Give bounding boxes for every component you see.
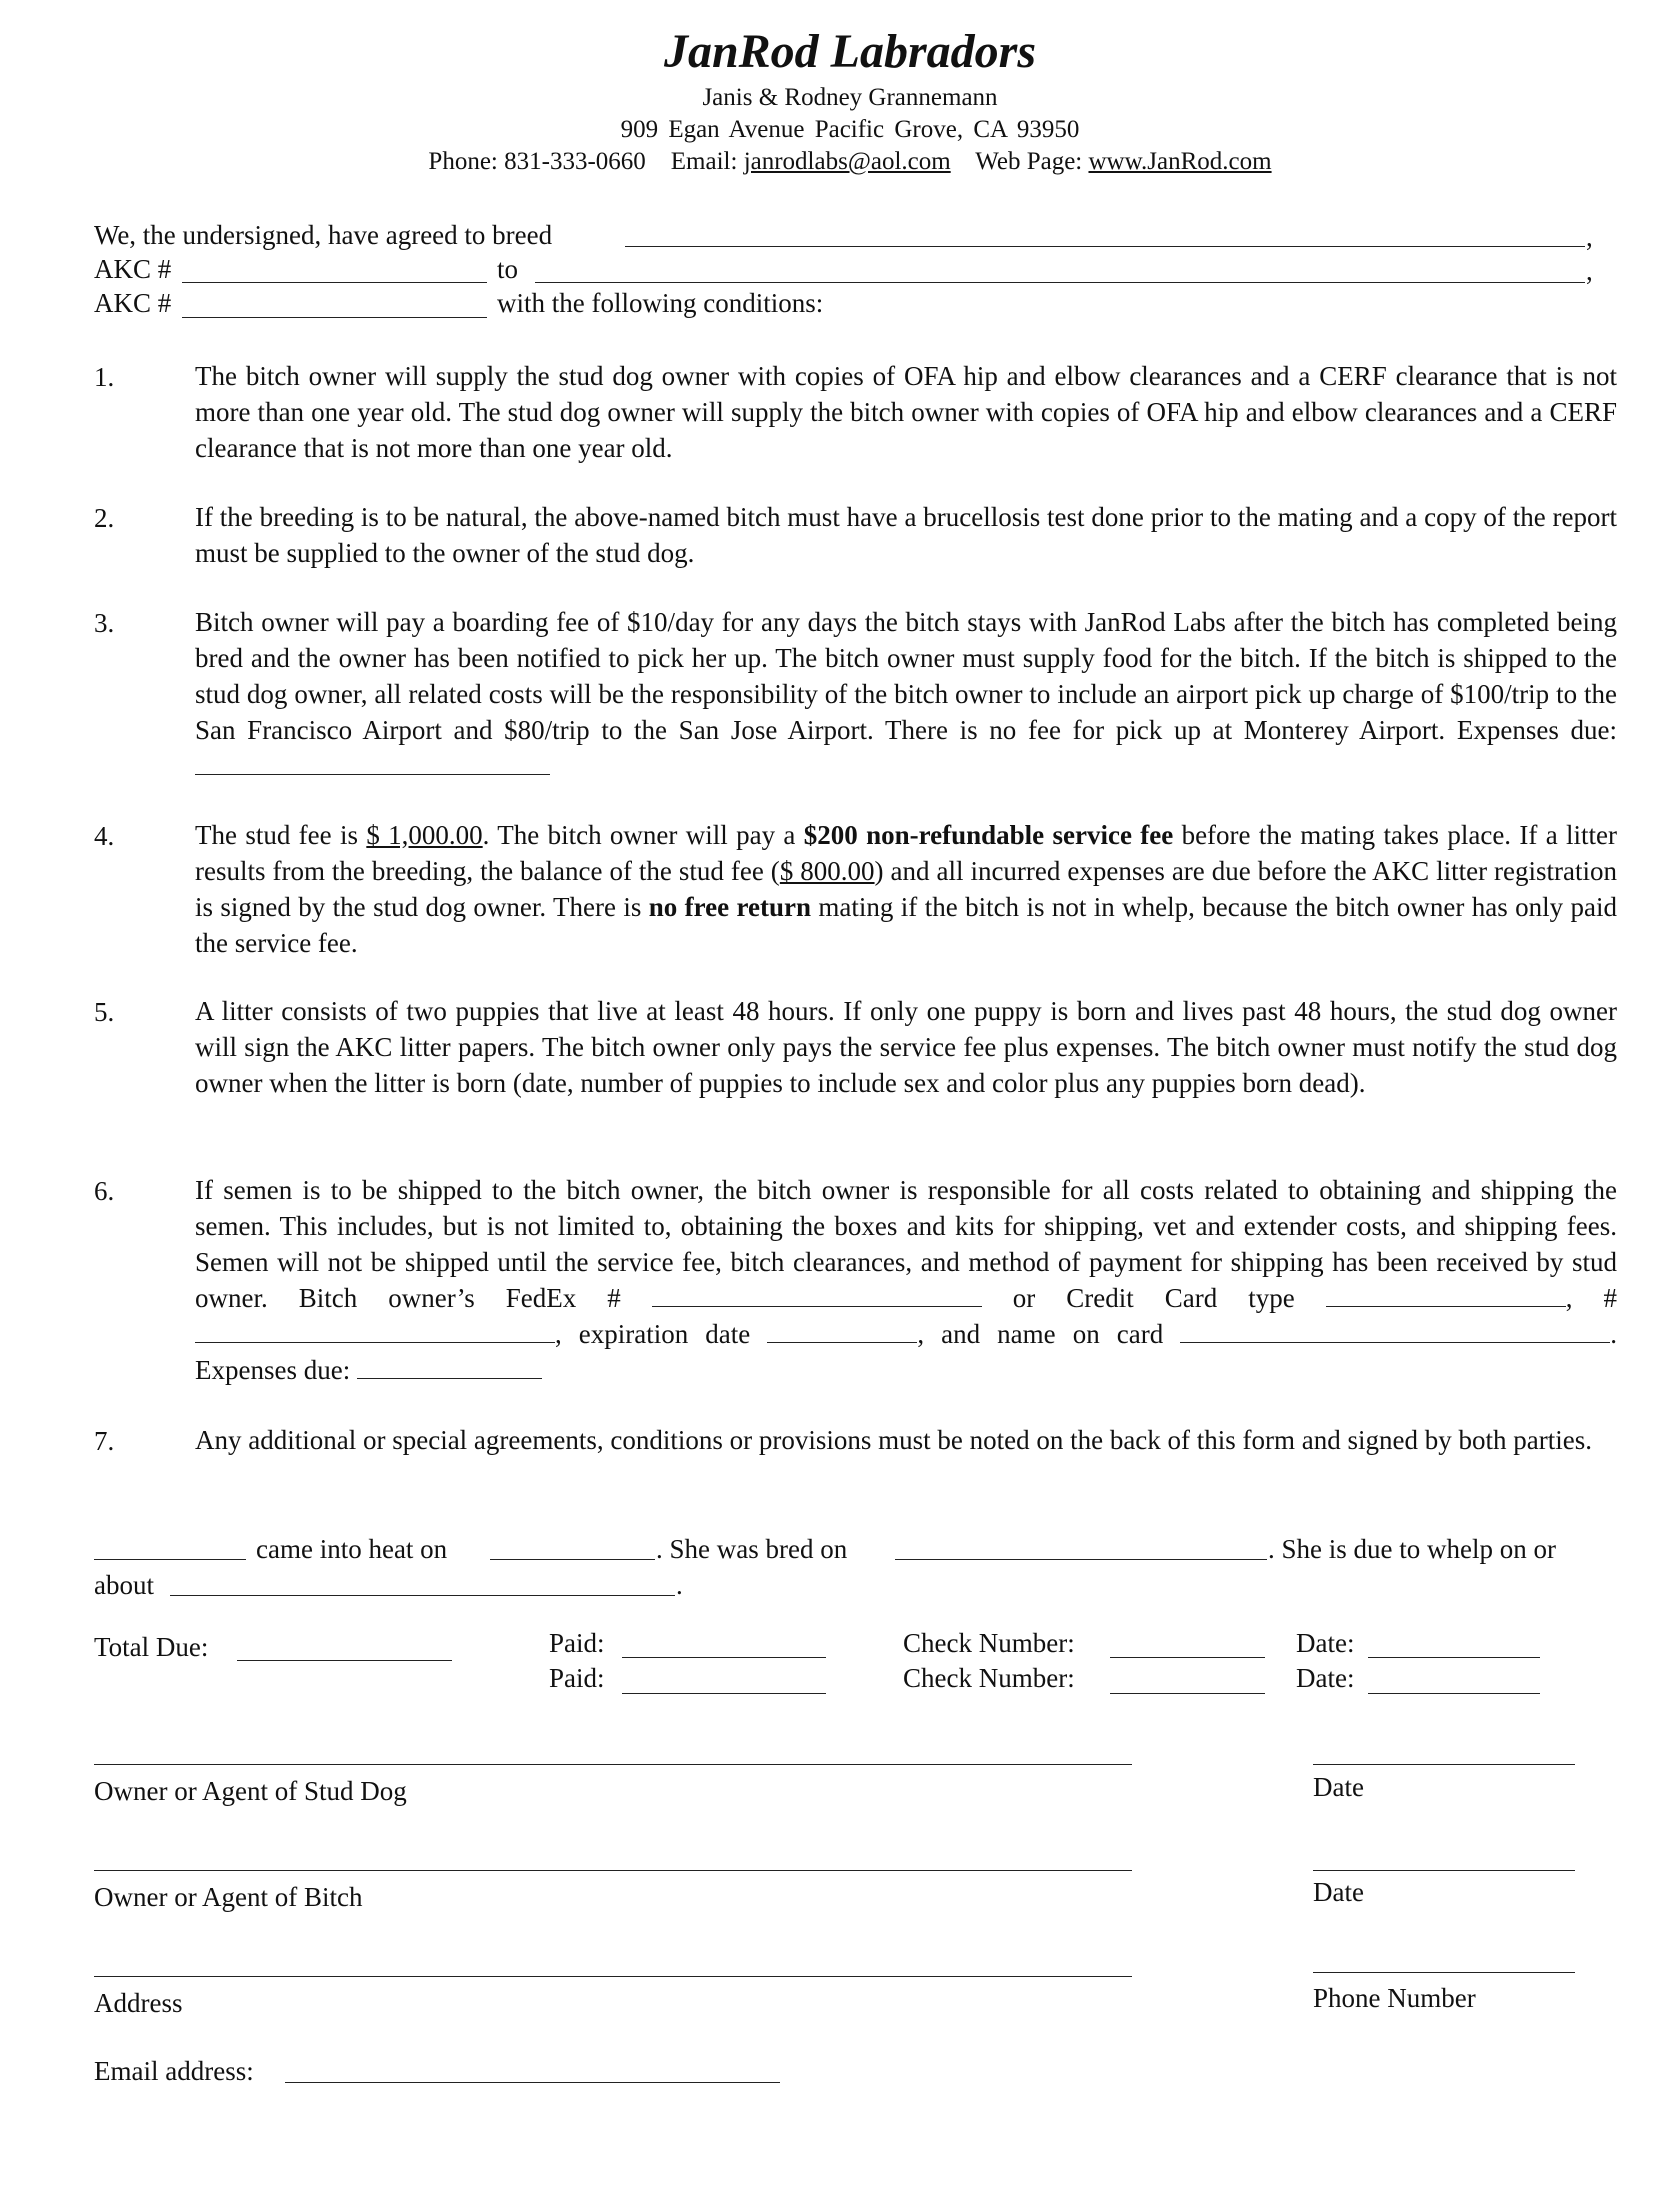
bitch-name-field[interactable]	[94, 1559, 246, 1560]
phone-text: Phone: 831-333-0660	[428, 148, 646, 175]
date-field-1[interactable]	[1368, 1657, 1540, 1658]
total-due-field[interactable]	[237, 1660, 452, 1661]
bred-label: . She was bred on	[656, 1534, 848, 1564]
heat-date-field[interactable]	[490, 1559, 655, 1560]
akc-label-1: AKC #	[94, 254, 172, 284]
clause-7-text: Any additional or special agreements, conditions or provisions must be noted on the back of this form and signed by both parties.	[195, 1425, 1592, 1455]
expenses-due-label: . Expenses due:	[195, 1319, 1618, 1385]
breed-dog-field[interactable]	[625, 246, 1585, 247]
comma-2: ,	[1586, 256, 1593, 286]
about-label: about	[94, 1570, 154, 1600]
stud-date-label: Date	[1313, 1772, 1364, 1802]
or-text: or	[1012, 1283, 1036, 1313]
check-number-field-2[interactable]	[1110, 1693, 1265, 1694]
email-address-field[interactable]	[285, 2082, 780, 2083]
bitch-owner-label: Owner or Agent of Bitch	[94, 1882, 363, 1912]
clause-4-text	[195, 817, 1617, 961]
akc-label-2: AKC #	[94, 288, 172, 318]
stud-owner-label: Owner or Agent of Stud Dog	[94, 1776, 407, 1806]
clause-3-number: 3.	[94, 608, 115, 638]
clause-4-part-b: . The bitch owner will pay a	[482, 820, 796, 850]
clause-4-part-c: before the mating takes place. If a litter results from the breeding, the balance of the stud fee (	[195, 820, 1618, 886]
period: .	[676, 1570, 683, 1600]
email-address-label: Email address:	[94, 2056, 254, 2086]
credit-card-type-label: Credit Card type	[1066, 1283, 1295, 1313]
clause-4-part-e: mating if the bitch is not in whelp, because the bitch owner has only paid the service fee.	[195, 892, 1618, 958]
email-label: Email:	[670, 148, 738, 175]
date-label-1: Date:	[1296, 1628, 1355, 1658]
name-on-card-field[interactable]	[1180, 1320, 1610, 1343]
expenses-due-field-2[interactable]	[357, 1356, 542, 1379]
heat-label: came into heat on	[256, 1534, 448, 1564]
card-number-field[interactable]	[195, 1320, 555, 1343]
clause-4-part-a: The stud fee is	[195, 820, 358, 850]
paid-label-1: Paid:	[549, 1628, 605, 1658]
credit-card-type-field[interactable]	[1326, 1284, 1566, 1307]
address-label: Address	[94, 1988, 183, 2018]
paid-field-1[interactable]	[622, 1657, 826, 1658]
total-due-label: Total Due:	[94, 1632, 209, 1662]
whelp-label: . She is due to whelp on or	[1268, 1534, 1556, 1564]
clause-6-number: 6.	[94, 1176, 115, 1206]
conditions-text: with the following conditions:	[497, 288, 824, 318]
clause-1-text: The bitch owner will supply the stud dog owner with copies of OFA hip and elbow clearances and a CERF clearance that is not more than one year old. The stud dog owner will supply the bitch owner with copies of OFA hip and elbow clearances and a CERF clearance that is not more than one year old.	[195, 361, 1617, 463]
akc-number-field-2[interactable]	[182, 317, 487, 318]
date-field-2[interactable]	[1368, 1693, 1540, 1694]
clause-5-number: 5.	[94, 997, 115, 1027]
akc-number-field-1[interactable]	[182, 282, 487, 283]
clause-7-number: 7.	[94, 1426, 115, 1456]
to-label: to	[497, 254, 519, 284]
clause-1-number: 1.	[94, 362, 115, 392]
clause-4-number: 4.	[94, 821, 115, 851]
contact-line	[0, 148, 1680, 177]
clause-6-part-a: If semen is to be shipped to the bitch owner, the bitch owner is responsible for all costs related to obtaining and shipping the semen. This includes, but is not limited to, obtaining the boxes and kits for shipping, vet and extender costs, and shipping fees. Semen will not be shipped until the service fee, bitch clearances, and method of payment for shipping has been received by stud owner. Bitch owner’s FedEx #	[195, 1175, 1617, 1313]
balance-value: $ 800.00	[779, 856, 875, 886]
phone-label: Phone Number	[1313, 1983, 1476, 2013]
clause-2-number: 2.	[94, 503, 115, 533]
website-link[interactable]: www.JanRod.com	[1088, 148, 1272, 175]
stud-date-line[interactable]	[1313, 1764, 1575, 1765]
document-title: JanRod Labradors	[663, 25, 1037, 78]
stud-fee-value: $ 1,000.00	[366, 820, 483, 850]
clause-5-text: A litter consists of two puppies that live at least 48 hours. If only one puppy is born and lives past 48 hours, the stud dog owner will sign the AKC litter papers. The bitch owner only pays the service fee plus expenses. The bitch owner must notify the stud dog owner when the litter is born (date, number of puppies to include sex and color plus any puppies born dead).	[195, 996, 1617, 1098]
web-label: Web Page:	[975, 148, 1083, 175]
to-dog-field[interactable]	[535, 282, 1585, 283]
service-fee-bold: $200 non-refundable service fee	[803, 820, 1174, 850]
owner-names: Janis & Rodney Grannemann	[702, 84, 998, 111]
paid-field-2[interactable]	[622, 1693, 826, 1694]
intro-line-1: We, the undersigned, have agreed to breed	[94, 220, 553, 250]
expiration-field[interactable]	[767, 1320, 917, 1343]
paid-label-2: Paid:	[549, 1663, 605, 1693]
bitch-date-line[interactable]	[1313, 1870, 1575, 1871]
bitch-owner-signature-line[interactable]	[94, 1870, 1132, 1871]
check-number-field-1[interactable]	[1110, 1657, 1265, 1658]
clause-2-text: If the breeding is to be natural, the above-named bitch must have a brucellosis test done prior to the mating and a copy of the report must be supplied to the owner of the stud dog.	[195, 502, 1617, 568]
check-number-label-2: Check Number:	[903, 1663, 1075, 1693]
clause-3-text	[195, 604, 1617, 784]
name-on-card-label: , and name on card	[917, 1319, 1164, 1349]
bred-date-field[interactable]	[895, 1559, 1267, 1560]
kennel-address: 909 Egan Avenue Pacific Grove, CA 93950	[620, 116, 1080, 143]
phone-line[interactable]	[1313, 1972, 1575, 1973]
fedex-number-field[interactable]	[652, 1284, 982, 1307]
no-free-return-bold: no free return	[648, 892, 812, 922]
clause-4-part-d: ) and all incurred expenses are due before the AKC litter registration is signed by the stud dog owner. There is	[195, 856, 1618, 922]
card-number-label: , #	[1565, 1283, 1618, 1313]
comma: ,	[1586, 222, 1593, 252]
clause-6-text	[195, 1172, 1617, 1388]
email-link[interactable]: janrodlabs@aol.com	[743, 148, 951, 175]
expenses-due-field[interactable]	[195, 752, 550, 775]
address-line[interactable]	[94, 1976, 1132, 1977]
check-number-label-1: Check Number:	[903, 1628, 1075, 1658]
stud-owner-signature-line[interactable]	[94, 1764, 1132, 1765]
date-label-2: Date:	[1296, 1663, 1355, 1693]
whelp-date-field[interactable]	[170, 1595, 675, 1596]
expiration-label: , expiration date	[555, 1319, 751, 1349]
bitch-date-label: Date	[1313, 1877, 1364, 1907]
clause-3-body: Bitch owner will pay a boarding fee of $10/day for any days the bitch stays with JanRod Labs after the bitch has completed being bred and the owner has been notified to pick her up. The bitch owner must supply food for the bitch. If the bitch is shipped to the stud dog owner, all related costs will be the responsibility of the bitch owner to include an airport pick up charge of $100/trip to the San Francisco Airport and $80/trip to the San Jose Airport. There is no fee for pick up at Monterey Airport. Expenses due:	[195, 607, 1617, 745]
